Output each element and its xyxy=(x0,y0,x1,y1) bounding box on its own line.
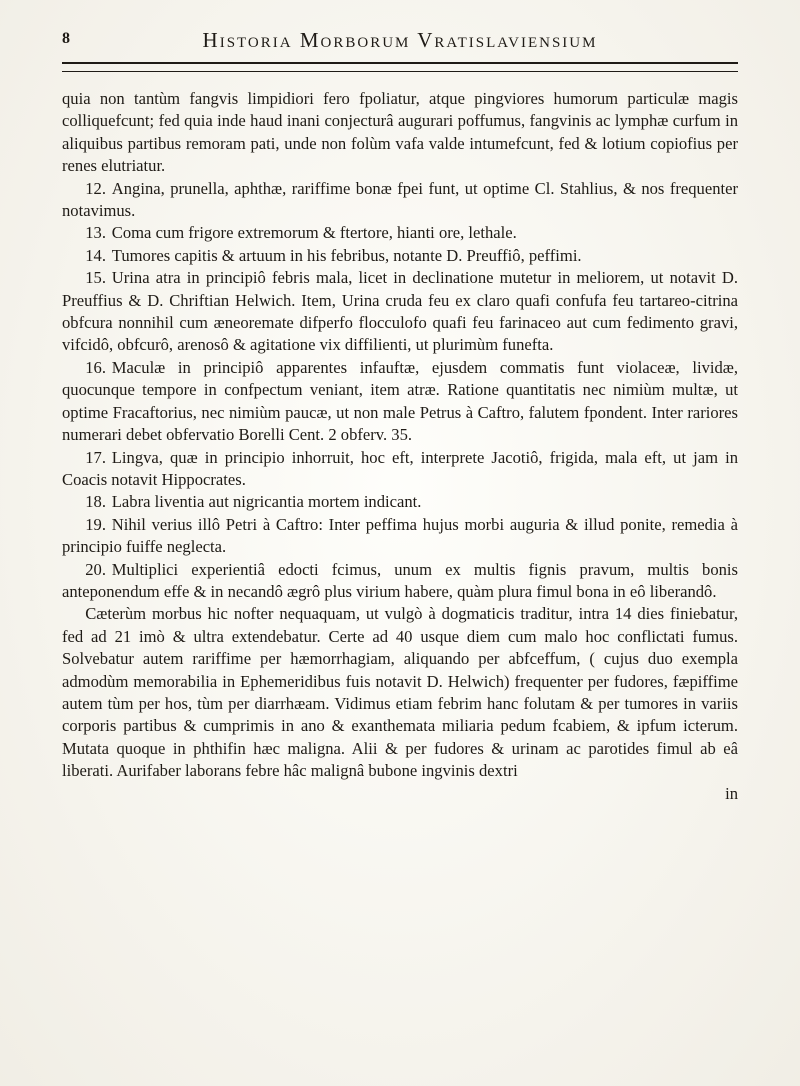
paragraph xyxy=(62,178,738,223)
running-title: Historia Morborum Vratislaviensium xyxy=(202,28,598,52)
paragraph-text: Multiplici experientiâ edocti fcimus, unum ex multis fignis pravum, multis bonis anteponendum effe & in necandô ægrô plus virium habere, quàm plura fimul bona in eô liberandô. xyxy=(62,559,738,601)
paragraph xyxy=(62,88,738,178)
paragraph-number: 18. xyxy=(85,492,106,512)
paragraph xyxy=(62,222,738,244)
paragraph-number: 20. xyxy=(85,559,106,579)
paragraph xyxy=(62,357,738,447)
paragraph-text: Nihil verius illô Petri à Caftro: Inter peffima hujus morbi auguria & illud ponite, remedia à principio fuiffe neglecta. xyxy=(62,514,738,557)
paragraph xyxy=(62,514,738,559)
paragraph-text: Cæterùm morbus hic nofter nequaquam, ut vulgò à dogmaticis traditur, intra 14 dies finiebatur, fed ad 21 imò & ultra extendebatur. Certe ad 40 usque diem cum malo hoc conflictati fumus. Solvebatur autem rariffime per hæmorrhagiam, aliquando per abfceffum, ( cujus duo exempla admodùm memorabilia in Ephemeridibus fuis notavit D. Helwich) frequenter per fudores, fæpiffime autem tùm per hos, tùm per diarrhæam. Vidimus etiam febrim hanc folutam & per tumores in variis corporis partibus & cumprimis in ano & exanthemata miliaria pedum fcabiem, & ipfum icterum. Mutata quoque in phthifin hæc maligna. Alii & per fudores & urinam ac parotides fimul ab eâ liberati. Aurifaber laborans febre hâc malignâ bubone ingvinis dextri xyxy=(62,604,738,781)
paragraph xyxy=(62,447,738,492)
page-number: 8 xyxy=(62,30,70,47)
paragraph xyxy=(62,245,738,267)
paragraph-text: quia non tantùm fangvis limpidiori fero fpoliatur, atque pingviores humorum particulæ magis colliquefcunt; fed quia inde haud inani conjecturâ augurari poffumus, fangvinis ac lymphæ curfum in aliquibus partibus remoram pati, unde non folùm vafa valde intumefcunt, fed & lotium copiofius per renes elutriatur. xyxy=(62,89,738,176)
paragraph-number: 12. xyxy=(85,178,106,198)
paragraph-number: 16. xyxy=(85,357,106,377)
paragraph-text: Maculæ in principiô apparentes infauftæ, ejusdem commatis funt violaceæ, lividæ, quocunque tempore in confpectum veniant, item atræ. Ratione quantitatis nec nimiùm multæ, ut optime Fracaftorius, nec nimiùm paucæ, ut non male Petrus à Caftro, falutem fpondent. Inter rariores numerari debet obfervatio Borelli Cent. 2 obferv. 35. xyxy=(62,357,738,445)
paragraph-text: Labra liventia aut nigricantia mortem indicant. xyxy=(111,492,422,512)
paragraph-text: Angina, prunella, aphthæ, rariffime bonæ fpei funt, ut optime Cl. Stahlius, & nos frequenter notavimus. xyxy=(62,178,738,221)
paragraph xyxy=(62,267,738,357)
paragraph xyxy=(62,559,738,604)
catchword-text: in xyxy=(725,783,738,803)
paragraph-number: 17. xyxy=(85,447,106,467)
running-head xyxy=(62,28,738,60)
paragraph-text: Urina atra in principiô febris mala, licet in declinatione mutetur in meliorem, ut notavit D. Preuffius & D. Chriftian Helwich. Item, Urina cruda feu ex claro quafi confufa feu tartareo-citrina obfcura nonnihil cum æneoremate difperfo flocculofo quafi feu farinaceo aut cum fedimento gravi, vifcidô, obfcurô, arenosô & agitatione vix diffilienti, ut plurimùm funefta. xyxy=(62,268,738,355)
paragraph xyxy=(62,491,738,513)
body-text xyxy=(62,88,738,805)
paragraph-number: 14. xyxy=(85,245,106,265)
paragraph xyxy=(62,603,738,782)
catchword xyxy=(62,783,738,805)
paragraph-number: 15. xyxy=(85,268,106,288)
paragraph-text: Tumores capitis & artuum in his febribus, notante D. Preuffiô, peffimi. xyxy=(111,245,582,265)
paragraph-text: Lingva, quæ in principio inhorruit, hoc eft, interprete Jacotiô, frigida, mala eft, ut jam in Coacis notavit Hippocrates. xyxy=(62,447,738,489)
paragraph-number: 19. xyxy=(85,514,106,534)
paragraph-text: Coma cum frigore extremorum & ftertore, hianti ore, lethale. xyxy=(111,223,517,243)
header-rule xyxy=(62,62,738,72)
paragraph-number: 13. xyxy=(85,223,106,243)
